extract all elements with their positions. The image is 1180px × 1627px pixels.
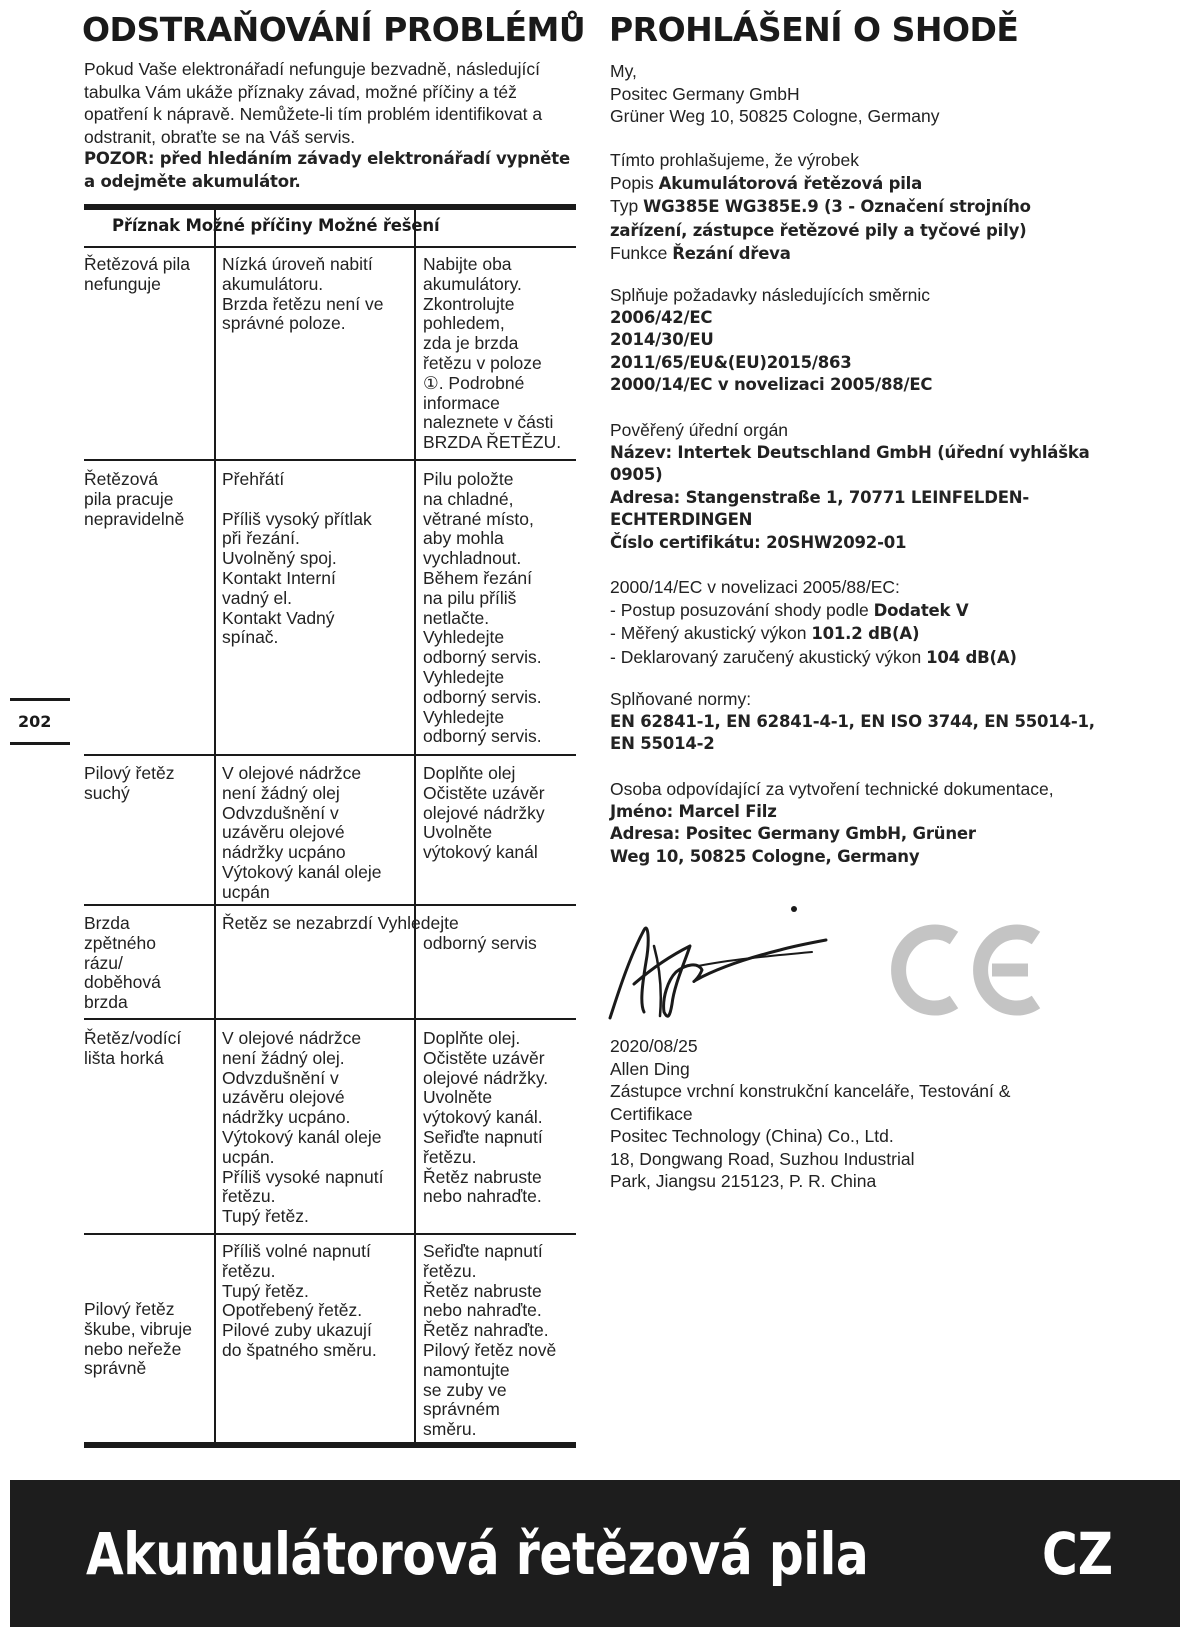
directive: 2006/42/EC — [610, 307, 713, 327]
manufacturer: Positec Technology (China) Co., Ltd. — [610, 1126, 894, 1146]
table-cell-causes: Nízká úroveň nabití akumulátoru. Brzda řetězu není ve správné poloze. — [222, 254, 384, 334]
table-header: Příznak Možné příčiny Možné řešení — [112, 216, 440, 235]
type-value: WG385E WG385E.9 (3 - Označení strojního zařízení, zástupce řetězové pily a tyčové pily) — [610, 197, 1031, 240]
troubleshooting-intro: Pokud Vaše elektronářadí nefunguje bezvadně, následující tabulka Vám ukáže příznaky závad, možné příčiny a též opatření k nápravě. Nemůžete-li tím problém identifikovat a odstranit, obraťte se na Váš servis. — [84, 59, 543, 147]
desc-label: Popis — [610, 172, 654, 193]
column-divider — [214, 210, 216, 1442]
table-cell-causes: V olejové nádržce není žádný olej Odvzdušnění v uzávěru olejové nádržky ucpáno Výtokový kanál oleje ucpán — [222, 763, 382, 902]
notified-body-block — [610, 419, 1100, 554]
standards-block — [610, 688, 1110, 756]
notified-body-certificate: Číslo certifikátu: 20SHW2092-01 — [610, 532, 907, 552]
function-label: Funkce — [610, 243, 668, 263]
row-divider — [84, 459, 576, 461]
responsible-address: Adresa: Positec Germany GmbH, Grüner Weg 10, 50825 Cologne, Germany — [610, 824, 976, 866]
responsible-block — [610, 778, 1170, 868]
table-cell-symptom: Řetězová pila pracuje nepravidelně — [84, 469, 185, 529]
table-cell-causes: Řetěz se nezabrzdí Vyhledejte — [222, 913, 459, 933]
table-cell-solutions: Doplňte olej. Očistěte uzávěr olejové nádržky. Uvolněte výtokový kanál. Seřiďte napnutí řetězu. Řetěz nabruste nebo nahraďte. — [423, 1028, 549, 1207]
responsible-name: Jméno: Marcel Filz — [610, 801, 777, 821]
page-number-rule — [10, 698, 70, 701]
type-label: Typ — [610, 196, 639, 216]
signature — [598, 900, 858, 1025]
declaration-company-block — [610, 60, 1170, 128]
noise-intro: 2000/14/EC v novelizaci 2005/88/EC: — [610, 577, 900, 597]
declaration-product-block — [610, 149, 1170, 266]
signer-name: Allen Ding — [610, 1058, 690, 1079]
row-divider — [84, 904, 576, 906]
table-cell-symptom: Řetěz/vodící lišta horká — [84, 1028, 182, 1068]
declaration-hereby: Tímto prohlašujeme, že výrobek — [610, 150, 859, 170]
row-divider — [84, 754, 576, 756]
table-bottom-rule — [84, 1442, 576, 1448]
function-value: Řezání dřeva — [672, 244, 791, 263]
directive: 2000/14/EC v novelizaci 2005/88/EC — [610, 375, 933, 394]
troubleshooting-intro-block — [84, 58, 574, 193]
declaration-company-address: Grüner Weg 10, 50825 Cologne, Germany — [610, 106, 940, 126]
notified-body-name: Název: Intertek Deutschland GmbH (úřední vyhláška 0905) — [610, 442, 1090, 484]
ce-mark-icon — [888, 920, 1048, 1020]
directives-block — [610, 284, 1170, 397]
notified-body-address: Adresa: Stangenstraße 1, 70771 LEINFELDEN-ECHTERDINGEN — [610, 487, 1030, 529]
manufacturer-address: 18, Dongwang Road, Suzhou Industrial Park, Jiangsu 215123, P. R. China — [610, 1148, 915, 1191]
column-divider — [414, 210, 416, 1442]
table-top-rule — [84, 204, 576, 210]
standards-list: EN 62841-1, EN 62841-4-1, EN ISO 3744, EN 55014-1, EN 55014-2 — [610, 711, 1095, 753]
table-cell-symptom: Pilový řetěz suchý — [84, 763, 175, 803]
declaration-company: Positec Germany GmbH — [610, 83, 800, 104]
noise-block — [610, 576, 1170, 669]
page-number: 202 — [18, 712, 52, 731]
footer-bar — [10, 1480, 1180, 1627]
table-cell-symptom: Pilový řetěz škube, vibruje nebo neřeže správně — [84, 1299, 192, 1379]
table-cell-solutions: Seřiďte napnutí řetězu. Řetěz nabruste nebo nahraďte. Řetěz nahraďte. Pilový řetěz nově namontujte se zuby ve správném směru. — [423, 1241, 557, 1440]
signer-title: Zástupce vrchní konstrukční kanceláře, Testování & Certifikace — [610, 1081, 1011, 1124]
table-cell-causes: Příliš volné napnutí řetězu. Tupý řetěz. Opotřebený řetěz. Pilové zuby ukazují do špatného směru. — [222, 1241, 377, 1360]
standards-label: Splňované normy: — [610, 689, 752, 709]
table-cell-solutions: odborný servis — [423, 933, 537, 953]
declaration-date: 2020/08/25 — [610, 1036, 698, 1056]
table-header-rule — [84, 246, 576, 248]
table-cell-causes: Přehřátí Příliš vysoký přítlak při řezání. Uvolněný spoj. Kontakt Interní vadný el. Kontakt Vadný spínač. — [222, 469, 372, 648]
troubleshooting-title: ODSTRAŇOVÁNÍ PROBLÉMŮ — [82, 10, 586, 49]
row-divider — [84, 1233, 576, 1235]
table-cell-causes: V olejové nádržce není žádný olej. Odvzdušnění v uzávěru olejové nádržky ucpáno. Výtokový kanál oleje ucpán. Příliš vysoké napnutí řetězu. Tupý řetěz. — [222, 1028, 384, 1227]
signer-block — [610, 1035, 1050, 1193]
noise-value: Dodatek V — [873, 600, 969, 620]
desc-value: Akumulátorová řetězová pila — [658, 173, 923, 193]
table-cell-solutions: Pilu položte na chladné, větrané místo, aby mohla vychladnout. Během řezání na pilu příliš netlačte. Vyhledejte odborný servis. Vyhledejte odborný servis. Vyhledejte odborný servis. — [423, 469, 542, 747]
troubleshooting-warning: POZOR: před hledáním závady elektronářadí vypněte a odejměte akumulátor. — [84, 149, 570, 191]
table-cell-symptom: Řetězová pila nefunguje — [84, 254, 191, 294]
table-cell-solutions: Nabijte oba akumulátory. Zkontrolujte pohledem, zda je brzda řetězu v poloze ①. Podrobné informace naleznete v části BRZDA ŘETĚZU. — [423, 254, 562, 453]
table-cell-symptom: Brzda zpětného rázu/ doběhová brzda — [84, 913, 161, 1013]
noise-value: 104 dB(A) — [926, 647, 1017, 667]
declaration-title: PROHLÁŠENÍ O SHODĚ — [609, 10, 1019, 49]
notified-body-label: Pověřený úřední orgán — [610, 420, 789, 440]
footer-language-code: CZ — [1042, 1520, 1114, 1588]
table-cell-solutions: Doplňte olej Očistěte uzávěr olejové nádržky Uvolněte výtokový kanál — [423, 763, 545, 863]
row-divider — [84, 1018, 576, 1020]
declaration-we: My, — [610, 61, 637, 81]
responsible-intro: Osoba odpovídající za vytvoření technické dokumentace, — [610, 779, 1054, 799]
noise-label: - Postup posuzování shody podle — [610, 599, 869, 620]
noise-value: 101.2 dB(A) — [811, 624, 920, 643]
directive: 2011/65/EU&(EU)2015/863 — [610, 352, 852, 372]
page-number-rule — [10, 742, 70, 745]
directives-intro: Splňuje požadavky následujících směrnic — [610, 285, 931, 305]
footer-title: Akumulátorová řetězová pila — [86, 1520, 869, 1588]
directive: 2014/30/EU — [610, 330, 714, 349]
noise-label: - Měřený akustický výkon — [610, 623, 807, 643]
noise-label: - Deklarovaný zaručený akustický výkon — [610, 646, 922, 667]
